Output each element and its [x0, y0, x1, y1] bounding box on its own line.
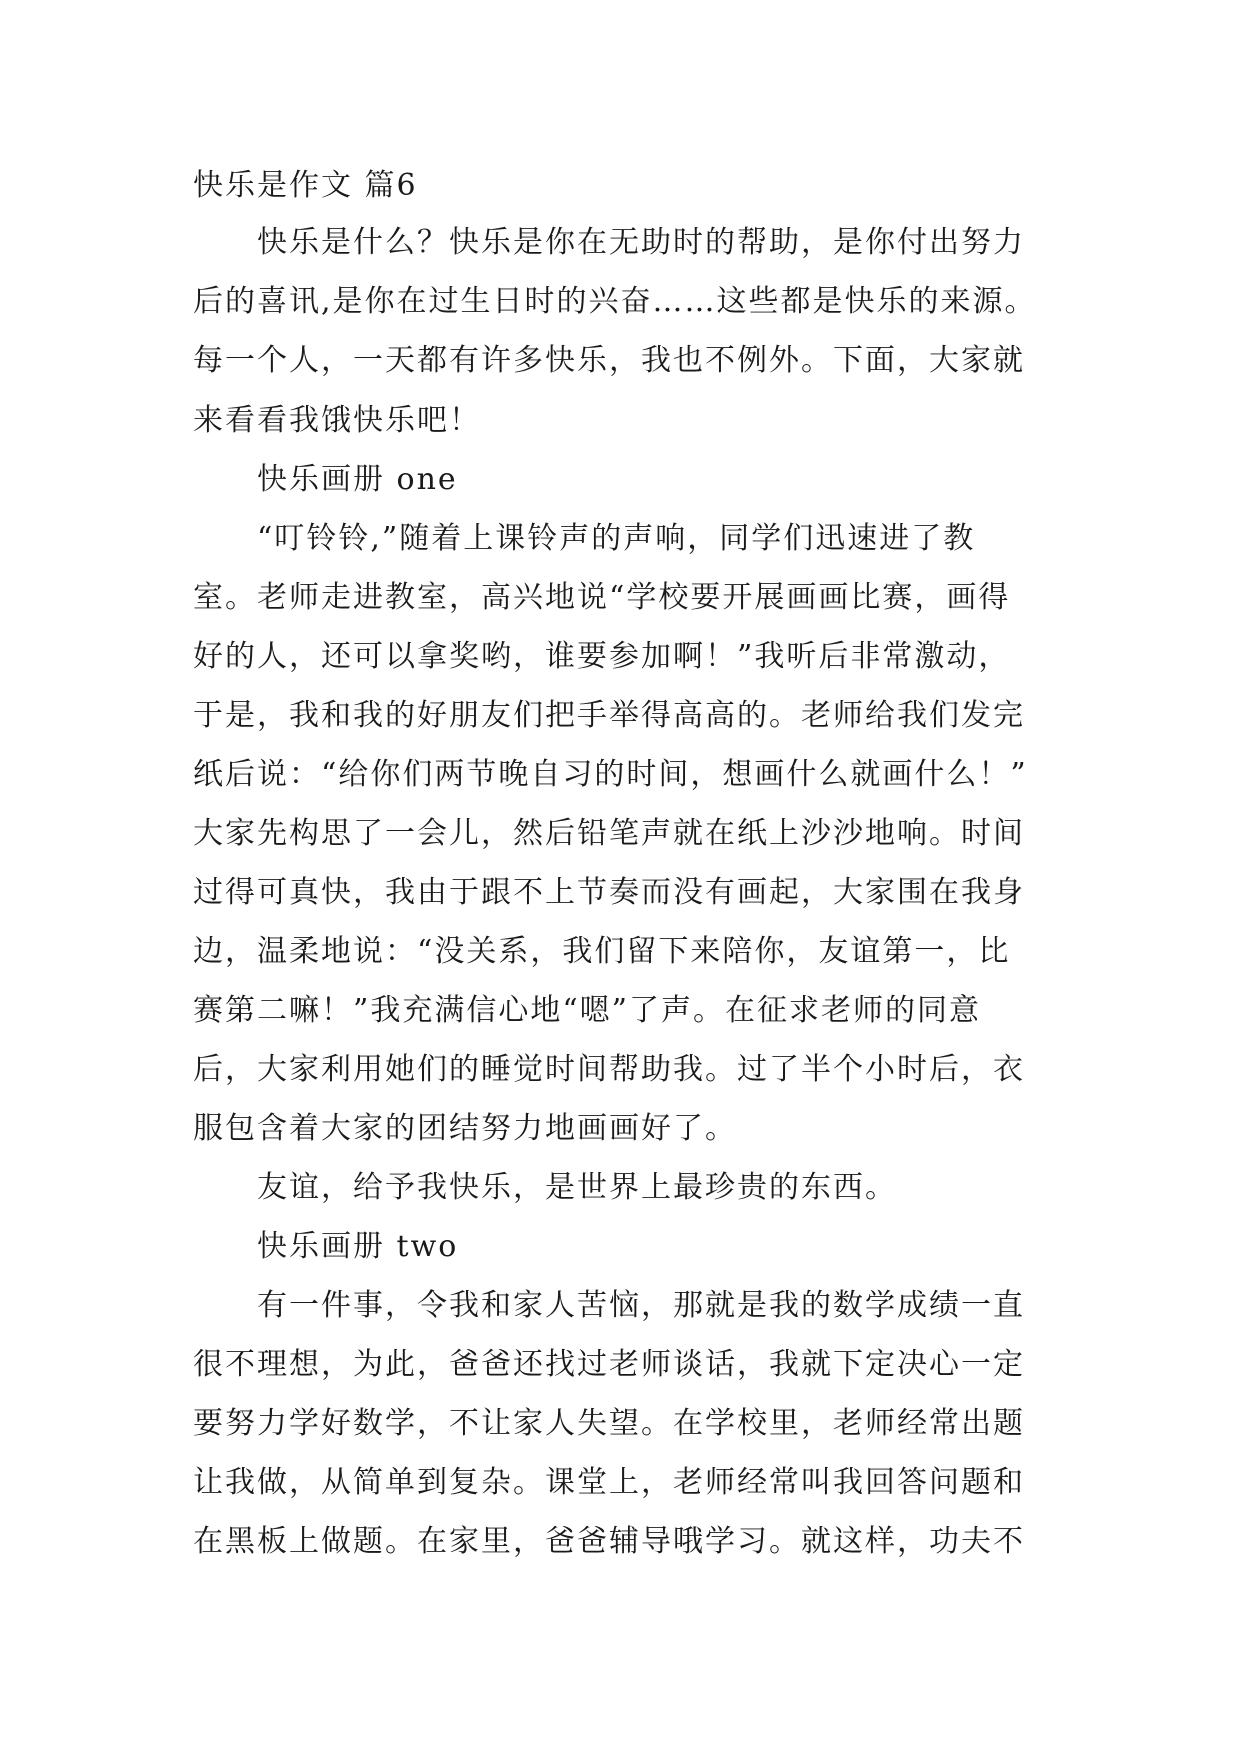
- text-line: “叮铃铃,”随着上课铃声的声响，同学们迅速进了教: [257, 521, 976, 556]
- text-line: 在黑板上做题。在家里，爸爸辅导哦学习。就这样，功夫不: [193, 1524, 1025, 1559]
- text-line: 让我做，从简单到复杂。课堂上，老师经常叫我回答问题和: [193, 1465, 1025, 1500]
- text-line: 室。老师走进教室，高兴地说“学校要开展画画比赛，画得: [193, 580, 1011, 615]
- text-line: 服包含着大家的团结努力地画画好了。: [193, 1111, 737, 1146]
- text-line: 每一个人，一天都有许多快乐，我也不例外。下面，大家就: [193, 343, 1025, 378]
- text-line: 好的人，还可以拿奖哟，谁要参加啊！”我听后非常激动，: [193, 639, 1011, 674]
- text-line: 大家先构思了一会儿，然后铅笔声就在纸上沙沙地响。时间: [193, 816, 1025, 851]
- text-line: 后，大家利用她们的睡觉时间帮助我。过了半个小时后，衣: [193, 1052, 1025, 1087]
- text-line: 很不理想，为此，爸爸还找过老师谈话，我就下定决心一定: [193, 1347, 1025, 1382]
- text-line: 要努力学好数学，不让家人失望。在学校里，老师经常出题: [193, 1406, 1025, 1441]
- text-line: 快乐是什么？快乐是你在无助时的帮助，是你付出努力: [257, 225, 1025, 260]
- text-line: 于是，我和我的好朋友们把手举得高高的。老师给我们发完: [193, 698, 1025, 733]
- text-line: 来看看我饿快乐吧！: [193, 403, 481, 438]
- document-title: 快乐是作文 篇6: [193, 168, 418, 203]
- section-heading: 快乐画册 one: [257, 462, 458, 497]
- text-line: 友谊，给予我快乐，是世界上最珍贵的东西。: [257, 1170, 897, 1205]
- section-heading: 快乐画册 two: [257, 1229, 459, 1264]
- text-line: 有一件事，令我和家人苦恼，那就是我的数学成绩一直: [257, 1288, 1025, 1323]
- text-line: 后的喜讯,是你在过生日时的兴奋……这些都是快乐的来源。: [193, 284, 1037, 319]
- text-line: 边，温柔地说：“没关系，我们留下来陪你，友谊第一，比: [193, 934, 1011, 969]
- text-line: 赛第二嘛！”我充满信心地“嗯”了声。在征求老师的同意: [193, 993, 982, 1028]
- text-line: 过得可真快，我由于跟不上节奏而没有画起，大家围在我身: [193, 875, 1025, 910]
- text-line: 纸后说：“给你们两节晚自习的时间，想画什么就画什么！”: [193, 757, 1028, 792]
